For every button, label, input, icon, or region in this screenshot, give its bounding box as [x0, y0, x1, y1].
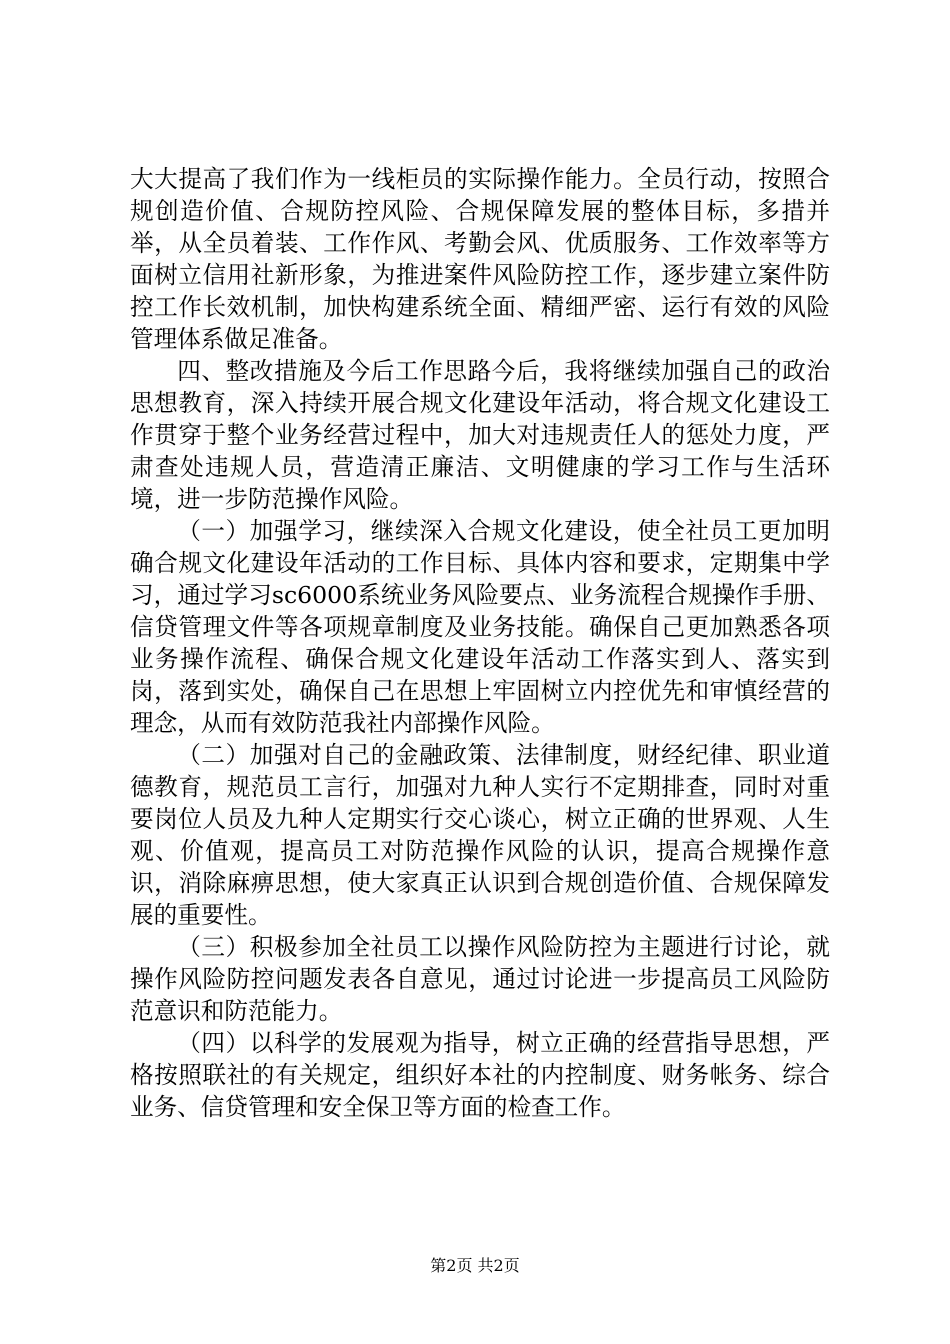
paragraph-3: （一）加强学习，继续深入合规文化建设，使全社员工更加明确合规文化建设年活动的工作目标、具体内容和要求，定期集中学习，通过学习sc6000系统业务风险要点、业务流程合规操作手册、信贷管理文件等各项规章制度及业务技能。确保自己更加熟悉各项业务操作流程、确保合规文化建设年活动工作落实到人、落实到岗，落到实处，确保自己在思想上牢固树立内控优先和审慎经营的理念，从而有效防范我社内部操作风险。 — [130, 517, 830, 737]
paragraph-2: 四、整改措施及今后工作思路今后，我将继续加强自己的政治思想教育，深入持续开展合规文化建设年活动，将合规文化建设工作贯穿于整个业务经营过程中，加大对违规责任人的惩处力度，严肃查处违规人员，营造清正廉洁、文明健康的学习工作与生活环境，进一步防范操作风险。 — [130, 357, 830, 513]
paragraph-4: （二）加强对自己的金融政策、法律制度，财经纪律、职业道德教育，规范员工言行，加强对九种人实行不定期排查，同时对重要岗位人员及九种人定期实行交心谈心，树立正确的世界观、人生观、价值观，提高员工对防范操作风险的认识，提高合规操作意识，消除麻痹思想，使大家真正认识到合规创造价值、合规保障发展的重要性。 — [130, 741, 830, 929]
paragraph-5: （三）积极参加全社员工以操作风险防控为主题进行讨论，就操作风险防控问题发表各自意见，通过讨论进一步提高员工风险防范意识和防范能力。 — [130, 933, 830, 1025]
document-body — [130, 163, 830, 1123]
paragraph-1: 大大提高了我们作为一线柜员的实际操作能力。全员行动，按照合规创造价值、合规防控风险、合规保障发展的整体目标，多措并举，从全员着装、工作作风、考勤会风、优质服务、工作效率等方面树立信用社新形象，为推进案件风险防控工作，逐步建立案件防控工作长效机制，加快构建系统全面、精细严密、运行有效的风险管理体系做足准备。 — [130, 165, 830, 353]
paragraph-6: （四）以科学的发展观为指导，树立正确的经营指导思想，严格按照联社的有关规定，组织好本社的内控制度、财务帐务、综合业务、信贷管理和安全保卫等方面的检查工作。 — [130, 1029, 830, 1121]
page-footer: 第2页 共2页 — [430, 1256, 520, 1275]
